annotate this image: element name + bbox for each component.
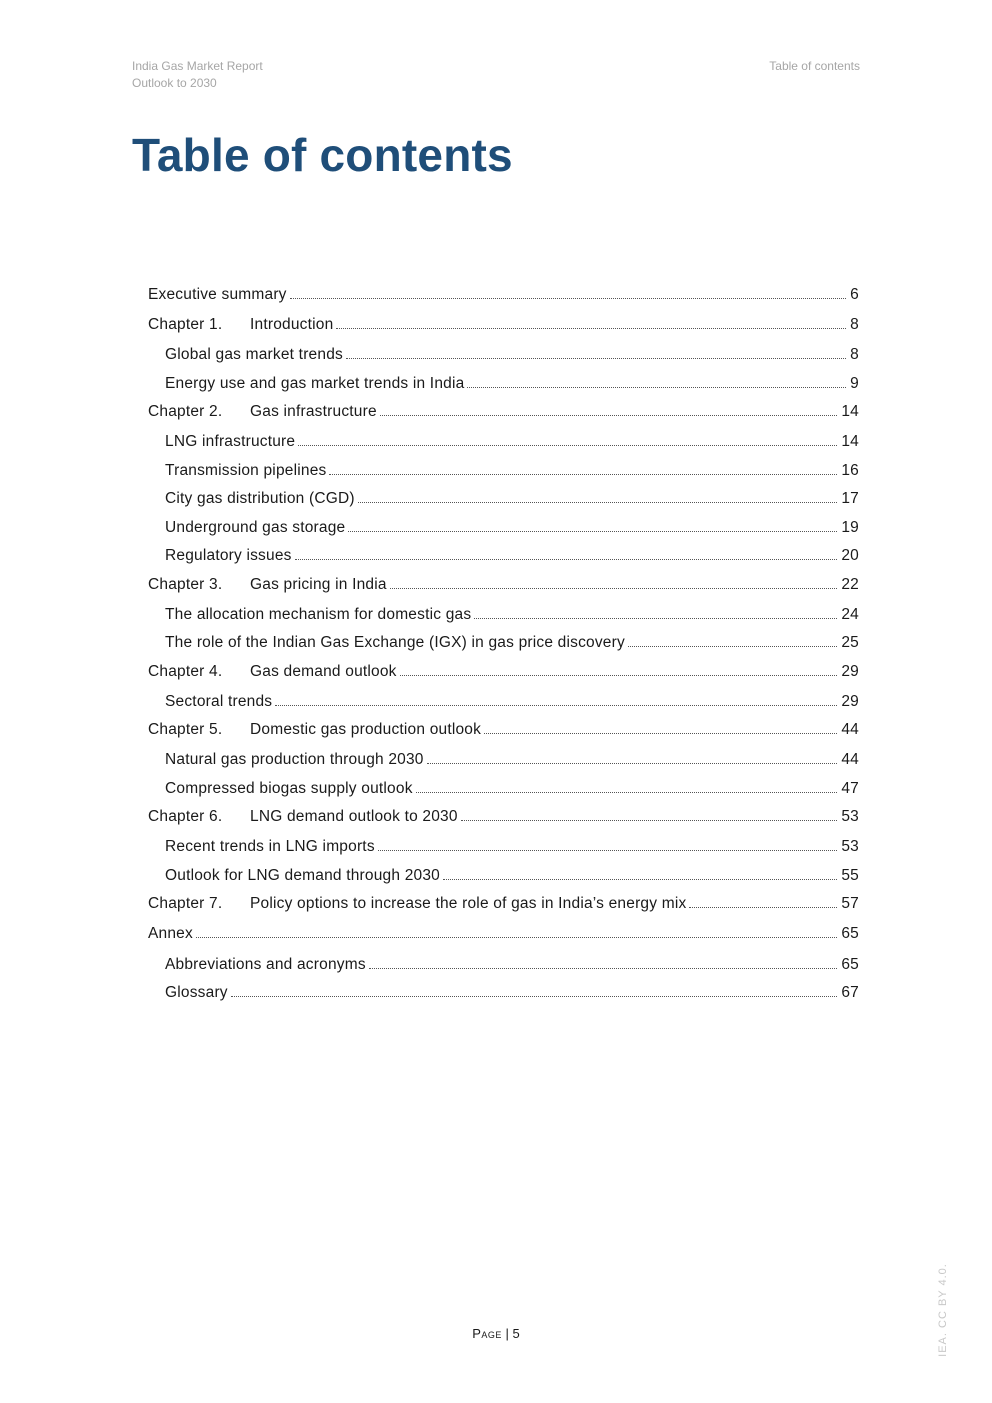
toc-page-number: 65	[841, 925, 859, 942]
toc-leader-dots	[348, 527, 837, 532]
toc-entry-label	[165, 433, 295, 451]
toc-entry-title: The role of the Indian Gas Exchange (IGX) in gas price discovery	[165, 634, 625, 651]
toc-entry-label	[148, 286, 287, 304]
toc-page-number: 53	[841, 808, 859, 825]
toc-entry-title: Gas pricing in India	[250, 576, 387, 593]
page-separator: |	[505, 1326, 509, 1341]
toc-entry-label	[165, 462, 326, 480]
toc-page-number: 67	[841, 984, 859, 1001]
toc-entry[interactable]	[148, 576, 859, 600]
toc-entry[interactable]	[148, 403, 859, 427]
toc-entry-title: Glossary	[165, 984, 228, 1001]
toc-entry[interactable]	[148, 808, 859, 832]
toc-entry-title: Gas infrastructure	[250, 403, 377, 420]
toc-entry-title: Domestic gas production outlook	[250, 721, 482, 738]
toc-page-number: 17	[841, 490, 859, 507]
toc-entry-label	[148, 808, 458, 826]
toc-chapter-number: Chapter 3.	[148, 576, 223, 593]
toc-subentry[interactable]	[165, 519, 859, 543]
toc-page-number: 53	[841, 838, 859, 855]
toc-entry-label	[165, 606, 471, 624]
toc-entry[interactable]	[148, 663, 859, 687]
page-title: Table of contents	[132, 129, 513, 181]
page-label: Page	[472, 1326, 502, 1341]
toc-subentry[interactable]	[165, 490, 859, 514]
toc-leader-dots	[346, 354, 846, 359]
toc-subentry[interactable]	[165, 346, 859, 370]
toc-subentry[interactable]	[165, 634, 859, 658]
toc-entry-title: LNG demand outlook to 2030	[250, 808, 458, 825]
toc-leader-dots	[196, 933, 837, 938]
toc-chapter-number: Chapter 4.	[148, 663, 223, 680]
toc-leader-dots	[380, 411, 838, 416]
toc-page-number: 14	[841, 403, 859, 420]
toc-page-number: 24	[841, 606, 859, 623]
toc-entry-label	[148, 721, 481, 739]
toc-entry-label	[165, 490, 355, 508]
toc-entry-title: Annex	[148, 925, 193, 942]
toc-leader-dots	[443, 875, 837, 880]
toc-leader-dots	[358, 498, 838, 503]
toc-page-number: 55	[841, 867, 859, 884]
toc-leader-dots	[689, 903, 837, 908]
toc-entry-label	[165, 838, 375, 856]
toc-page-number: 9	[850, 375, 859, 392]
toc-page-number: 22	[841, 576, 859, 593]
toc-subentry[interactable]	[165, 606, 859, 630]
toc-entry-title: The allocation mechanism for domestic gas	[165, 606, 472, 623]
license-note: IEA. CC BY 4.0.	[937, 1263, 949, 1357]
toc-entry-label	[165, 693, 272, 711]
toc-entry-title: Policy options to increase the role of gas in India’s energy mix	[250, 895, 687, 912]
toc-entry-title: Natural gas production through 2030	[165, 751, 424, 768]
toc-entry[interactable]	[148, 316, 859, 340]
toc-entry-label	[165, 547, 292, 565]
toc-entry-label	[165, 780, 413, 798]
toc-leader-dots	[484, 729, 837, 734]
toc-entry-title: Underground gas storage	[165, 519, 346, 536]
toc-subentry[interactable]	[165, 375, 859, 399]
toc-subentry[interactable]	[165, 838, 859, 862]
toc-entry-title: Compressed biogas supply outlook	[165, 780, 413, 797]
toc-subentry[interactable]	[165, 693, 859, 717]
toc-entry-label	[165, 956, 366, 974]
toc-chapter-number: Chapter 7.	[148, 895, 223, 912]
toc-entry[interactable]	[148, 895, 859, 919]
toc-entry-title: Energy use and gas market trends in India	[165, 375, 465, 392]
toc-entry-title: Gas demand outlook	[250, 663, 397, 680]
toc-leader-dots	[427, 759, 838, 764]
page-footer	[0, 1326, 992, 1341]
toc-page-number: 16	[841, 462, 859, 479]
toc-page-number: 47	[841, 780, 859, 797]
toc-entry-label	[148, 403, 377, 421]
toc-leader-dots	[474, 614, 837, 619]
toc-subentry[interactable]	[165, 956, 859, 980]
toc-page-number: 44	[841, 751, 859, 768]
toc-leader-dots	[467, 383, 846, 388]
toc-leader-dots	[290, 294, 847, 299]
toc-leader-dots	[400, 671, 838, 676]
toc-entry-label	[165, 751, 424, 769]
toc-entry-title: LNG infrastructure	[165, 433, 296, 450]
toc-page-number: 19	[841, 519, 859, 536]
toc-leader-dots	[231, 992, 838, 997]
toc-page-number: 14	[841, 433, 859, 450]
report-subtitle: Outlook to 2030	[132, 76, 217, 90]
toc-entry-label	[148, 316, 333, 334]
toc-entry-label	[148, 576, 387, 594]
toc-page-number: 57	[841, 895, 859, 912]
toc-entry-title: Outlook for LNG demand through 2030	[165, 867, 440, 884]
toc-leader-dots	[378, 846, 838, 851]
toc-leader-dots	[275, 701, 837, 706]
toc-entry-label	[148, 895, 686, 913]
toc-entry-label	[165, 984, 228, 1002]
running-header-section: Table of contents	[769, 59, 860, 73]
toc-leader-dots	[416, 788, 838, 793]
toc-chapter-number: Chapter 2.	[148, 403, 223, 420]
toc-entry-label	[165, 519, 345, 537]
toc-entry-title: Regulatory issues	[165, 547, 292, 564]
toc-leader-dots	[369, 964, 838, 969]
toc-page-number: 25	[841, 634, 859, 651]
toc-page-number: 65	[841, 956, 859, 973]
toc-leader-dots	[295, 555, 838, 560]
toc-entry-title: Global gas market trends	[165, 346, 343, 363]
toc-entry-title: Executive summary	[148, 286, 287, 303]
toc-subentry[interactable]	[165, 867, 859, 891]
toc-page-number: 8	[850, 316, 859, 333]
toc-entry-label	[148, 925, 193, 943]
running-header-left	[132, 58, 263, 92]
toc-page-number: 29	[841, 693, 859, 710]
toc-entry-title: City gas distribution (CGD)	[165, 490, 355, 507]
toc-entry-title: Recent trends in LNG imports	[165, 838, 375, 855]
toc-page-number: 44	[841, 721, 859, 738]
toc-chapter-number: Chapter 6.	[148, 808, 223, 825]
toc-subentry[interactable]	[165, 433, 859, 457]
report-title: India Gas Market Report	[132, 59, 263, 73]
toc-leader-dots	[390, 584, 838, 589]
toc-leader-dots	[461, 816, 838, 821]
toc-leader-dots	[336, 324, 846, 329]
toc-entry-label	[165, 346, 343, 364]
toc-entry[interactable]	[148, 925, 859, 949]
toc-leader-dots	[628, 642, 837, 647]
toc-subentry[interactable]	[165, 984, 859, 1008]
toc-entry-label	[165, 867, 440, 885]
toc-entry-label	[165, 375, 464, 393]
toc-entry-label	[148, 663, 397, 681]
toc-chapter-number: Chapter 5.	[148, 721, 223, 738]
toc-page-number: 20	[841, 547, 859, 564]
toc-page-number: 8	[850, 346, 859, 363]
toc-subentry[interactable]	[165, 780, 859, 804]
toc-entry-title: Introduction	[250, 316, 334, 333]
toc-leader-dots	[329, 470, 837, 475]
toc-entry-title: Abbreviations and acronyms	[165, 956, 366, 973]
toc-entry-title: Transmission pipelines	[165, 462, 327, 479]
toc-chapter-number: Chapter 1.	[148, 316, 223, 333]
toc-entry-title: Sectoral trends	[165, 693, 273, 710]
toc-subentry[interactable]	[165, 547, 859, 571]
toc-page-number: 6	[850, 286, 859, 303]
toc-entry[interactable]	[148, 721, 859, 745]
toc-page-number: 29	[841, 663, 859, 680]
toc-entry[interactable]	[148, 286, 859, 310]
toc-leader-dots	[298, 441, 837, 446]
toc-subentry[interactable]	[165, 462, 859, 486]
page-number: 5	[512, 1326, 520, 1341]
toc-entry-label	[165, 634, 625, 652]
toc-subentry[interactable]	[165, 751, 859, 775]
